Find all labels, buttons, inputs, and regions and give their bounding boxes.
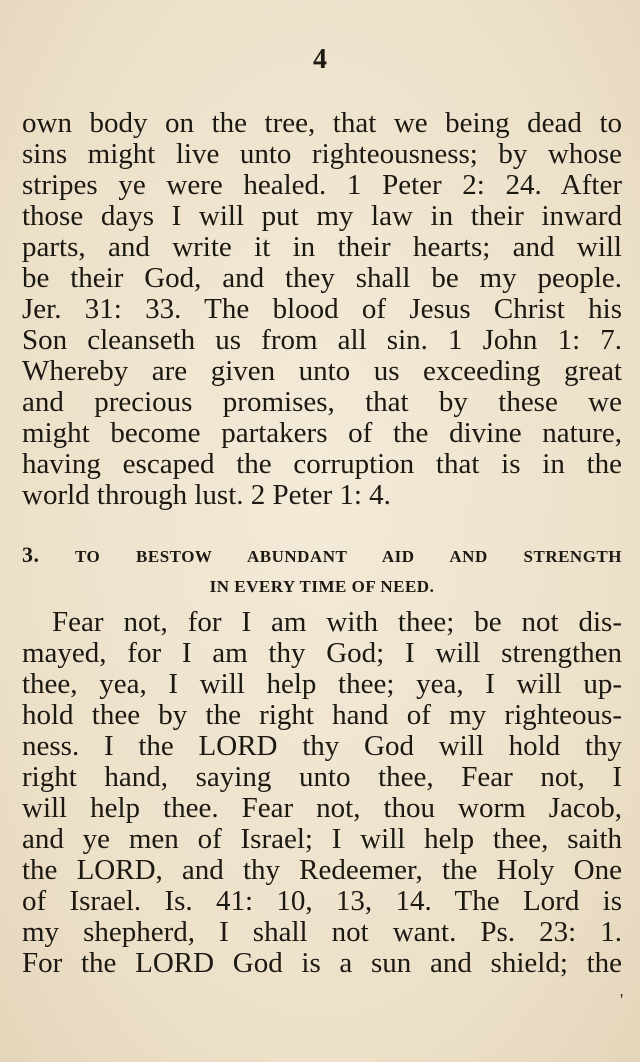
text-line: be their God, and they shall be my people. <box>22 262 622 294</box>
text-line: those days I will put my law in their inward <box>22 200 622 232</box>
section-number: 3. <box>22 542 40 567</box>
text-line: Fear not, for I am with thee; be not dis- <box>52 606 622 638</box>
text-line: ness. I the LORD thy God will hold thy <box>22 730 622 762</box>
text-line: own body on the tree, that we being dead to <box>22 107 622 139</box>
text-line: mayed, for I am thy God; I will strengthen <box>22 637 622 669</box>
text-line: For the LORD God is a sun and shield; the <box>22 947 622 979</box>
text-line: Son cleanseth us from all sin. 1 John 1: 7. <box>22 324 622 356</box>
text-line: Whereby are given unto us exceeding great <box>22 355 622 387</box>
text-line: will help thee. Fear not, thou worm Jacob, <box>22 792 622 824</box>
section-3-heading <box>22 543 622 567</box>
corner-mark: ' <box>620 990 624 1010</box>
page-number: 4 <box>313 44 327 75</box>
heading-line-1: TO BESTOW ABUNDANT AID AND STRENGTH <box>75 547 622 566</box>
text-line: Jer. 31: 33. The blood of Jesus Christ his <box>22 293 622 325</box>
text-line: world through lust. 2 Peter 1: 4. <box>22 479 391 511</box>
text-line: the LORD, and thy Redeemer, the Holy One <box>22 854 622 886</box>
text-line: sins might live unto righteousness; by whose <box>22 138 622 170</box>
text-line: my shepherd, I shall not want. Ps. 23: 1. <box>22 916 622 948</box>
text-line: parts, and write it in their hearts; and will <box>22 231 622 263</box>
text-line: hold thee by the right hand of my righteous- <box>22 699 622 731</box>
text-line: thee, yea, I will help thee; yea, I will up- <box>22 668 622 700</box>
text-line: right hand, saying unto thee, Fear not, I <box>22 761 622 793</box>
text-line: might become partakers of the divine nature, <box>22 417 622 449</box>
text-line: of Israel. Is. 41: 10, 13, 14. The Lord is <box>22 885 622 917</box>
text-line: having escaped the corruption that is in the <box>22 448 622 480</box>
heading-line-2: IN EVERY TIME OF NEED. <box>209 577 435 596</box>
text-line: and ye men of Israel; I will help thee, saith <box>22 823 622 855</box>
text-line: stripes ye were healed. 1 Peter 2: 24. After <box>22 169 622 201</box>
text-line: and precious promises, that by these we <box>22 386 622 418</box>
